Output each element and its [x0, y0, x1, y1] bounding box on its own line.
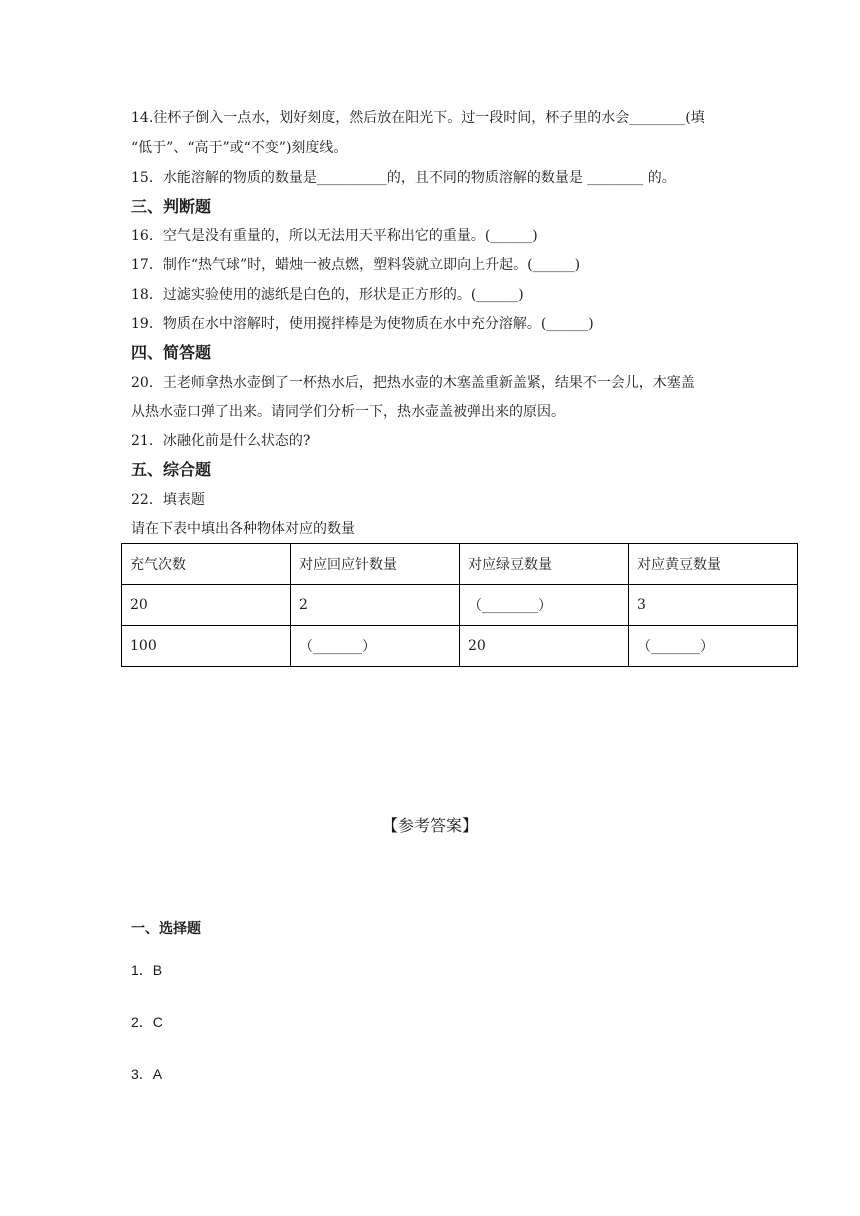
table-row	[122, 585, 798, 626]
section-heading-comprehensive: 五、综合题	[131, 460, 212, 479]
question-20-line-1: 20．王老师拿热水壶倒了一杯热水后，把热水壶的木塞盖重新盖紧，结果不一会儿，木塞盖	[131, 375, 695, 391]
table-cell-blank: （_______）	[291, 626, 460, 667]
question-16: 16．空气是没有重量的，所以无法用天平称出它的重量。(______)	[131, 228, 538, 244]
table-cell: 100	[122, 626, 291, 667]
table-cell: 20	[122, 585, 291, 626]
question-14-line-2: “低于”、“高于”或“不变”)刻度线。	[131, 140, 348, 156]
section-heading-short-answer: 四、简答题	[131, 343, 212, 362]
question-20-line-2: 从热水壶口弹了出来。请同学们分析一下，热水壶盖被弹出来的原因。	[131, 404, 565, 420]
fill-in-table	[121, 543, 798, 667]
answer-section-heading: 一、选择题	[131, 921, 201, 937]
question-22: 22．填表题	[131, 492, 205, 508]
table-header-cell: 对应绿豆数量	[460, 544, 629, 585]
table-cell-blank: （_______）	[629, 626, 798, 667]
section-heading-judgement: 三、判断题	[131, 197, 212, 216]
table-row	[122, 626, 798, 667]
question-21: 21．冰融化前是什么状态的?	[131, 433, 311, 449]
answer-item: 1．B	[131, 962, 163, 978]
answer-item: 2．C	[131, 1014, 163, 1030]
question-19: 19．物质在水中溶解时，使用搅拌棒是为使物质在水中充分溶解。(______)	[131, 316, 594, 332]
question-15: 15．水能溶解的物质的数量是__________的，且不同的物质溶解的数量是 ________ 的。	[131, 170, 676, 186]
table-cell: 20	[460, 626, 629, 667]
question-17: 17．制作“热气球”时，蜡烛一被点燃，塑料袋就立即向上升起。(______)	[131, 257, 581, 273]
table-header-row	[122, 544, 798, 585]
answer-key-title: 【参考答案】	[381, 816, 478, 835]
table-header-cell: 对应回应针数量	[291, 544, 460, 585]
table-header-cell: 对应黄豆数量	[629, 544, 798, 585]
table-cell: 2	[291, 585, 460, 626]
question-14-line-1: 14.往杯子倒入一点水，划好刻度，然后放在阳光下。过一段时间，杯子里的水会________(填	[131, 110, 705, 126]
table-header-cell: 充气次数	[122, 544, 291, 585]
table-cell: 3	[629, 585, 798, 626]
table-cell-blank: （________）	[460, 585, 629, 626]
question-18: 18．过滤实验使用的滤纸是白色的，形状是正方形的。(______)	[131, 287, 524, 303]
question-22-instruction: 请在下表中填出各种物体对应的数量	[131, 521, 355, 537]
answer-item: 3．A	[131, 1066, 163, 1082]
